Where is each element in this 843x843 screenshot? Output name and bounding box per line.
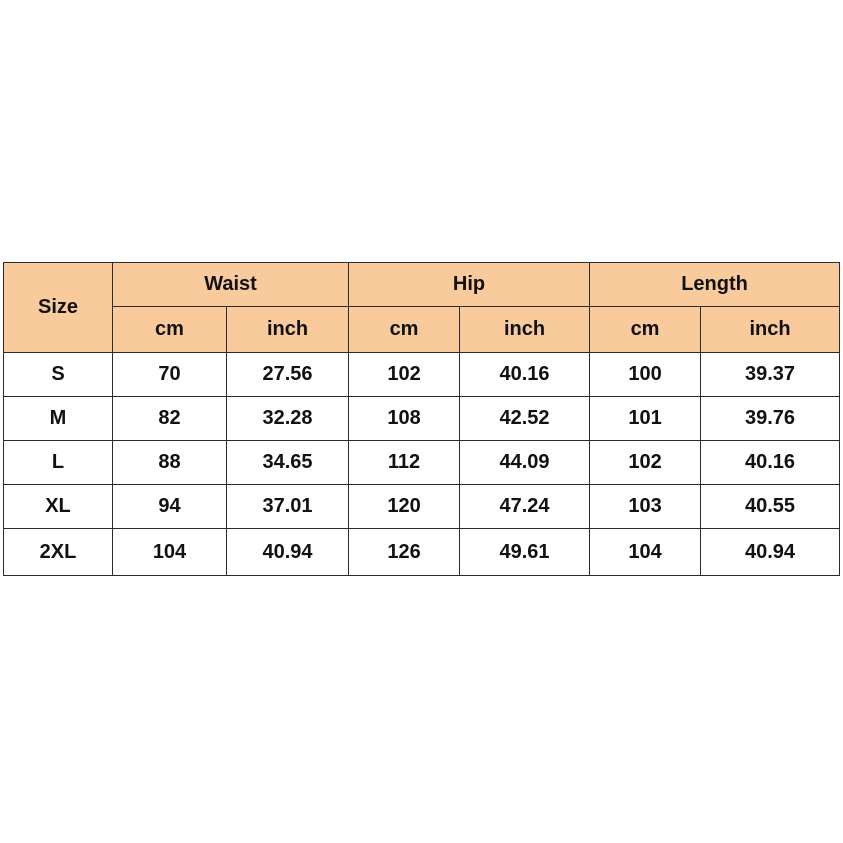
table-row (4, 485, 840, 529)
waist-cm-cell: 70 (113, 353, 227, 397)
waist-inch-cell: 27.56 (227, 353, 349, 397)
size-header: Size (4, 263, 113, 353)
waist-inch-cell: 37.01 (227, 485, 349, 529)
size-cell: S (4, 353, 113, 397)
length-inch-cell: 40.55 (701, 485, 840, 529)
length-cm-cell: 101 (590, 397, 701, 441)
size-cell: M (4, 397, 113, 441)
hip-cm-cell: 102 (349, 353, 460, 397)
length-inch-cell: 40.16 (701, 441, 840, 485)
size-cell: XL (4, 485, 113, 529)
table-row (4, 529, 840, 576)
length-cm-cell: 104 (590, 529, 701, 576)
waist-header: Waist (113, 263, 349, 307)
hip-cm-cell: 126 (349, 529, 460, 576)
waist-inch-cell: 40.94 (227, 529, 349, 576)
length-inch-cell: 39.76 (701, 397, 840, 441)
length-inch-header: inch (701, 307, 840, 353)
length-cm-cell: 102 (590, 441, 701, 485)
header-group-row (4, 263, 840, 307)
hip-cm-header: cm (349, 307, 460, 353)
waist-cm-header: cm (113, 307, 227, 353)
header-unit-row (4, 307, 840, 353)
size-chart-table (3, 262, 840, 576)
length-cm-cell: 100 (590, 353, 701, 397)
length-cm-header: cm (590, 307, 701, 353)
table-row (4, 353, 840, 397)
length-inch-cell: 39.37 (701, 353, 840, 397)
table-row (4, 397, 840, 441)
hip-inch-cell: 49.61 (460, 529, 590, 576)
table-header (4, 263, 840, 353)
hip-header: Hip (349, 263, 590, 307)
waist-inch-header: inch (227, 307, 349, 353)
waist-cm-cell: 88 (113, 441, 227, 485)
hip-inch-cell: 44.09 (460, 441, 590, 485)
length-inch-cell: 40.94 (701, 529, 840, 576)
hip-cm-cell: 120 (349, 485, 460, 529)
waist-cm-cell: 82 (113, 397, 227, 441)
table-body (4, 353, 840, 576)
waist-cm-cell: 94 (113, 485, 227, 529)
waist-inch-cell: 32.28 (227, 397, 349, 441)
hip-inch-cell: 40.16 (460, 353, 590, 397)
hip-inch-cell: 42.52 (460, 397, 590, 441)
hip-inch-cell: 47.24 (460, 485, 590, 529)
length-header: Length (590, 263, 840, 307)
hip-cm-cell: 112 (349, 441, 460, 485)
size-cell: L (4, 441, 113, 485)
hip-inch-header: inch (460, 307, 590, 353)
waist-inch-cell: 34.65 (227, 441, 349, 485)
waist-cm-cell: 104 (113, 529, 227, 576)
hip-cm-cell: 108 (349, 397, 460, 441)
size-cell: 2XL (4, 529, 113, 576)
table-row (4, 441, 840, 485)
length-cm-cell: 103 (590, 485, 701, 529)
